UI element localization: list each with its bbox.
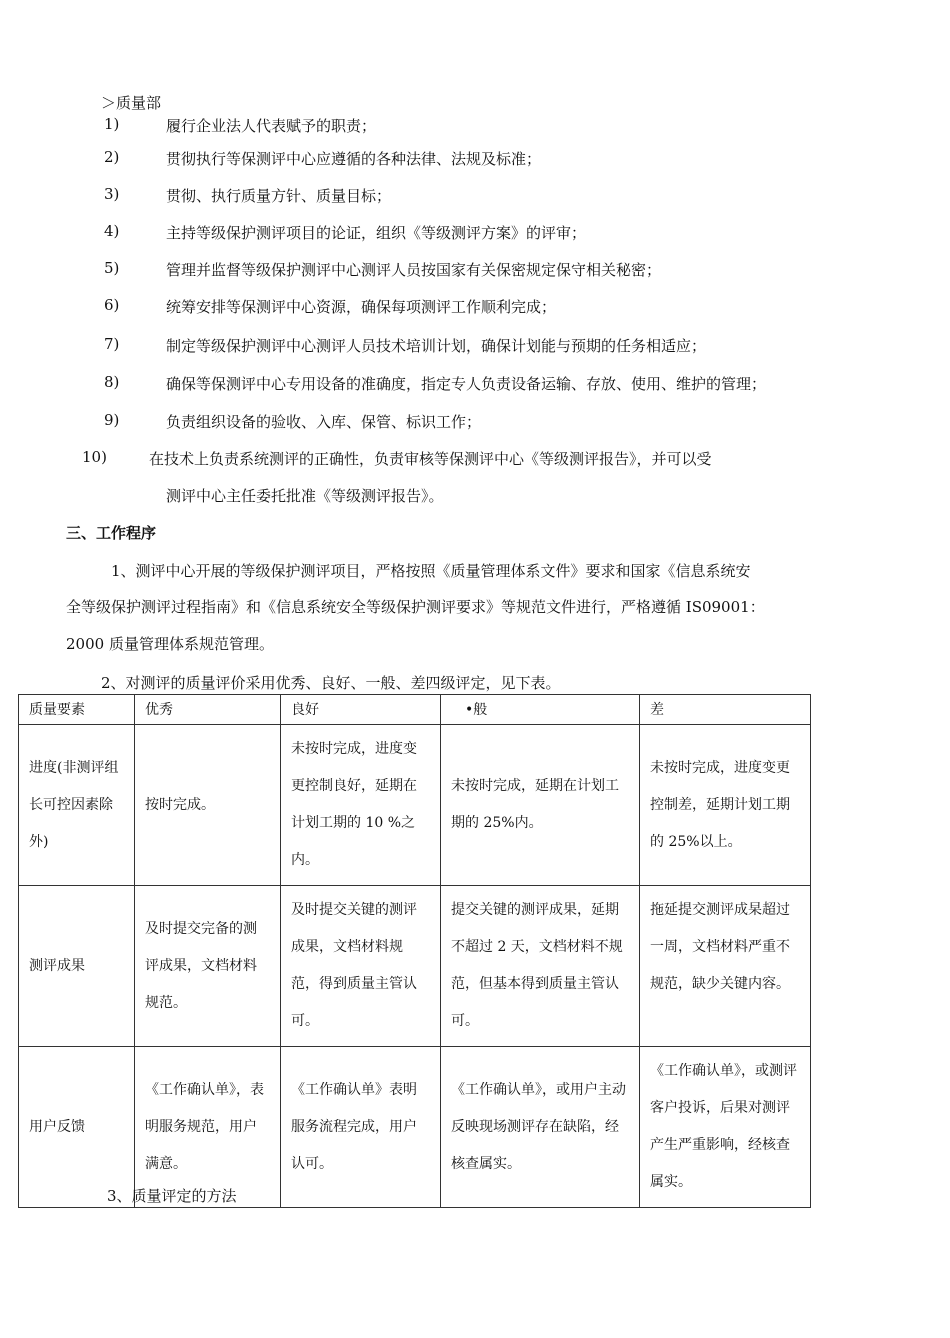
table-cell: 未按时完成，进度变更控制差，延期计划工期的 25%以上。 <box>640 725 811 886</box>
table-cell: 按时完成。 <box>135 725 281 886</box>
paragraph-1-line-3: 2000 质量管理体系规范管理。 <box>66 635 274 653</box>
table-cell: 未按时完成，进度变更控制良好，延期在计划工期的 10 %之内。 <box>281 725 441 886</box>
list-item-text: 负责组织设备的验收、入库、保管、标识工作； <box>166 413 482 431</box>
section-heading: 三、工作程序 <box>66 524 157 542</box>
list-item-number: 2) <box>104 148 120 166</box>
table-header-row <box>19 695 811 725</box>
table-cell: 《工作确认单》表明服务流程完成，用户认可。 <box>281 1047 441 1208</box>
paragraph-1-line-2: 全等级保护测评过程指南》和《信息系统安全等级保护测评要求》等规范文件进行，严格遵循 IS09001： <box>66 598 765 616</box>
table-cell: 及时提交关键的测评成果，文档材料规范，得到质量主管认可。 <box>281 886 441 1047</box>
list-item-number: 6) <box>104 296 120 314</box>
table-header-cell: 差 <box>640 695 811 725</box>
list-item-continuation: 测评中心主任委托批准《等级测评报告》。 <box>166 487 444 505</box>
table-cell: 及时提交完备的测评成果，文档材料规范。 <box>135 886 281 1047</box>
table-row <box>19 1047 811 1208</box>
table-cell: 《工作确认单》，或测评客户投诉，后果对测评产生严重影响，经核查属实。 <box>640 1047 811 1208</box>
table-header-cell: 良好 <box>281 695 441 725</box>
list-item-text: 主持等级保护测评项目的论证，组织《等级测评方案》的评审； <box>166 224 587 242</box>
section-label: ＞质量部 <box>101 94 162 112</box>
list-item-number: 5) <box>104 259 120 277</box>
list-item-text: 制定等级保护测评中心测评人员技术培训计划，确保计划能与预期的任务相适应； <box>166 337 707 355</box>
list-item-number: 4) <box>104 222 120 240</box>
table-cell: 用户反馈 <box>19 1047 135 1208</box>
list-item-number: 10) <box>82 448 107 466</box>
table-header-cell: •般 <box>441 695 640 725</box>
list-item-text: 履行企业法人代表赋予的职责； <box>166 117 377 135</box>
table-row <box>19 725 811 886</box>
list-item-text: 确保等保测评中心专用设备的准确度，指定专人负责设备运输、存放、使用、维护的管理； <box>166 375 767 393</box>
list-item-text: 统筹安排等保测评中心资源，确保每项测评工作顺利完成； <box>166 298 557 316</box>
quality-grading-table <box>18 694 811 1208</box>
table-row <box>19 886 811 1047</box>
list-item-text: 在技术上负责系统测评的正确性，负责审核等保测评中心《等级测评报告》，并可以受 <box>149 450 712 468</box>
table-header-cell: 质量要素 <box>19 695 135 725</box>
table-cell: 测评成果 <box>19 886 135 1047</box>
paragraph-2: 2、对测评的质量评价采用优秀、良好、一般、差四级评定，见下表。 <box>101 674 561 692</box>
list-item-text: 贯彻、执行质量方针、质量目标； <box>166 187 392 205</box>
paragraph-1-line-1: 1、测评中心开展的等级保护测评项目，严格按照《质量管理体系文件》要求和国家《信息系统安 <box>111 562 751 580</box>
table-cell: 进度(非测评组长可控因素除外) <box>19 725 135 886</box>
table-cell: 提交关键的测评成果，延期不超过 2 天，文档材料不规范，但基本得到质量主管认可。 <box>441 886 640 1047</box>
list-item-number: 3) <box>104 185 120 203</box>
list-item-number: 1) <box>104 115 120 133</box>
table-cell: 《工作确认单》，或用户主动反映现场测评存在缺陷，经核查属实。 <box>441 1047 640 1208</box>
table-cell: 未按时完成，延期在计划工期的 25%内。 <box>441 725 640 886</box>
paragraph-3: 3、质量评定的方法 <box>107 1187 237 1205</box>
list-item-text: 贯彻执行等保测评中心应遵循的各种法律、法规及标准； <box>166 150 542 168</box>
list-item-number: 8) <box>104 373 120 391</box>
table-cell: 拖延提交测评成杲超过一周，文档材料严重不规范，缺少关键内容。 <box>640 886 811 1047</box>
table-header-cell: 优秀 <box>135 695 281 725</box>
list-item-number: 9) <box>104 411 120 429</box>
list-item-number: 7) <box>104 335 120 353</box>
table-cell: 《工作确认单》，表明服务规范，用户满意。 <box>135 1047 281 1208</box>
list-item-text: 管理并监督等级保护测评中心测评人员按国家有关保密规定保守相关秘密； <box>166 261 662 279</box>
